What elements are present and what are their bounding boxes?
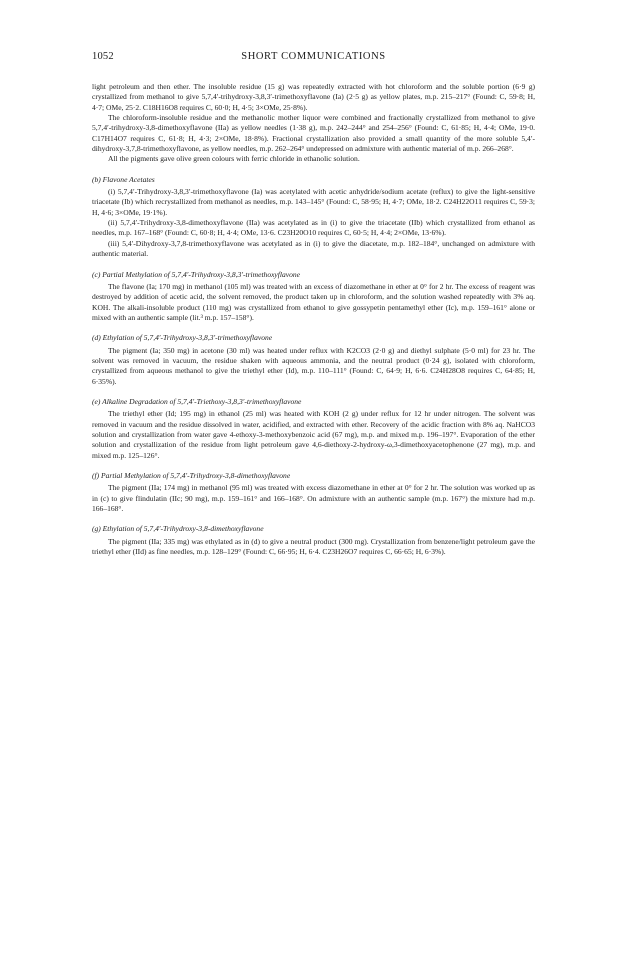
paragraph-d: The pigment (Ia; 350 mg) in acetone (30 ml) was heated under reflux with K2CO3 (2·0 g) and diethyl sulphate (5·0 ml) for 23 hr. The solvent was removed in vacuum, the residue shaken with aqueous ammonia, and the neutral product (0·24 g), isolated with chloroform, crystallized from aqueous methanol to give the triethyl ether (Id), m.p. 110–111° (Found: C, 64·9; H, 6·6. C24H28O8 requires C, 64·85; H, 6·35%).: [92, 345, 535, 386]
paragraph-c: The flavone (Ia; 170 mg) in methanol (105 ml) was treated with an excess of diazomethane in ether at 0° for 2 hr. The excess of reagent was destroyed by addition of acetic acid, the solvent removed, the product taken up in chloroform, and the solution washed repeatedly with 3% aq. KOH. The alkali-insoluble product (110 mg) was crystallized from ethanol to give gossypetin pentamethyl ether (Ic), m.p. 159–161° alone or mixed with an authentic sample (lit.³ m.p. 157–158°).: [92, 281, 535, 322]
paragraph-g: The pigment (IIa; 335 mg) was ethylated as in (d) to give a neutral product (300 mg). Crystallization from benzene/light petroleum gave the triethyl ether (IId) as fine needles, m.p. 128–129° (Found: C, 66·95; H, 6·4. C23H26O7 requires C, 66·65; H, 6·3%).: [92, 536, 535, 557]
running-title: SHORT COMMUNICATIONS: [241, 51, 386, 62]
paragraph-f: The pigment (IIa; 174 mg) in methanol (95 ml) was treated with excess diazomethane in ether at 0° for 2 hr. The solution was worked up as in (c) to give flindulatin (IIc; 90 mg), m.p. 159–161° and 166–168°. On admixture with an authentic sample (m.p. 167°) the mixture had m.p. 166–168°.: [92, 483, 535, 514]
paragraph-b-iii: (iii) 5,4′-Dihydroxy-3,7,8-trimethoxyflavone was acetylated as in (i) to give the diacetate, m.p. 182–184°, unchanged on admixture with authentic material.: [92, 238, 535, 259]
section-heading-d: (d) Ethylation of 5,7,4′-Trihydroxy-3,8,3′-trimethoxyflavone: [92, 333, 273, 343]
page-header: [92, 51, 535, 65]
paragraph-3: All the pigments gave olive green colours with ferric chloride in ethanolic solution.: [108, 154, 360, 164]
paragraph-b-ii: (ii) 5,7,4′-Trihydroxy-3,8-dimethoxyflavone (IIa) was acetylated as in (i) to give the triacetate (IIb) which crystallized from ethanol as needles, m.p. 167–168° (Found: C, 60·8; H, 4·4; OMe, 13·6. C23H20O10 requires C, 60·5; H, 4·4; 2×OMe, 13·6%).: [92, 218, 535, 238]
article-body: [92, 82, 535, 557]
paragraph-1: light petroleum and then ether. The insoluble residue (15 g) was repeatedly extracted with hot chloroform and the soluble portion (6·9 g) crystallized from methanol to give 5,7,4′-trihydroxy-3,8,3′-trimethoxyflavone (Ia) (2·5 g) as yellow plates, m.p. 215–217° (Found: C, 59·8; H, 4·7; OMe, 25·2. C18H16O8 requires C, 60·0; H, 4·5; 3×OMe, 25·8%).: [92, 82, 535, 112]
section-heading-c: (c) Partial Methylation of 5,7,4′-Trihydroxy-3,8,3′-trimethoxyflavone: [92, 269, 300, 279]
paragraph-e: The triethyl ether (Id; 195 mg) in ethanol (25 ml) was heated with KOH (2 g) under reflux for 12 hr under nitrogen. The solvent was removed in vacuum and the residue dissolved in water, acidified, and extracted with ether. Recovery of the acidic fraction with 8% aq. NaHCO3 solution and crystallization from water gave 4-ethoxy-3-methoxybenzoic acid (67 mg), m.p. and mixed m.p. 196–197°. Evaporation of the ether solution and crystallization of the residue from light petroleum gave 4,6-diethoxy-2-hydroxy-ω,3-dimethoxyacetophenone (27 mg), m.p. and mixed m.p. 125–126°.: [92, 409, 535, 460]
paragraph-b-i: (i) 5,7,4′-Trihydroxy-3,8,3′-trimethoxyflavone (Ia) was acetylated with acetic anhydride/sodium acetate (reflux) to give the light-sensitive triacetate (Ib) which recrystallized from methanol as needles, m.p. 143–145° (Found: C, 58·95; H, 4·7; OMe, 18·2. C24H22O11 requires C, 59·3; H, 4·6; 3×OMe, 19·1%).: [92, 187, 535, 217]
section-heading-b: (b) Flavone Acetates: [92, 174, 155, 184]
section-heading-e: (e) Alkaline Degradation of 5,7,4′-Triethoxy-3,8,3′-trimethoxyflavone: [92, 396, 302, 406]
paragraph-2: The chloroform-insoluble residue and the methanolic mother liquor were combined and fractionally crystallized from methanol to give 5,7,4′-trihydroxy-3,8-dimethoxyflavone (IIa) as yellow needles (1·38 g), m.p. 242–244° and 254–256° (Found: C, 61·85; H, 4·4; OMe, 19·0. C17H14O7 requires C, 61·8; H, 4·3; 2×OMe, 18·8%). Fractional crystallization also provided a small quantity of the more soluble 5,4′-dihydroxy-3,7,8-trimethoxyflavone, as yellow needles, m.p. 262–264° undepressed on admixture with authentic material of m.p. 266–268°.: [92, 113, 535, 154]
section-heading-g: (g) Ethylation of 5,7,4′-Trihydroxy-3,8-dimethoxyflavone: [92, 524, 264, 534]
page-number: 1052: [92, 51, 114, 62]
section-heading-f: (f) Partial Methylation of 5,7,4′-Trihydroxy-3,8-dimethoxyflavone: [92, 471, 291, 480]
